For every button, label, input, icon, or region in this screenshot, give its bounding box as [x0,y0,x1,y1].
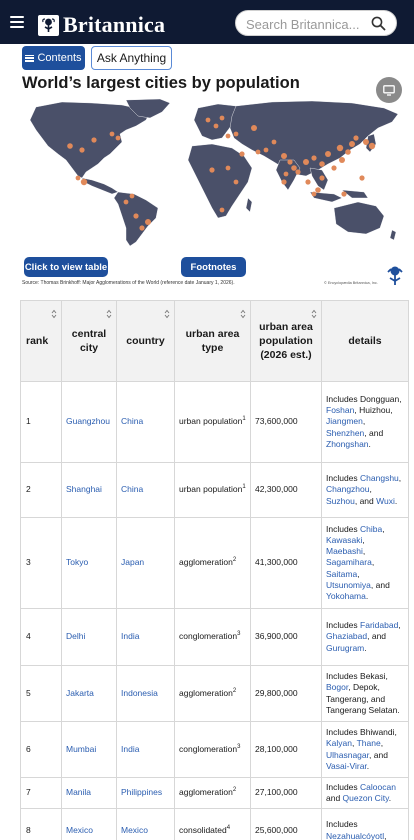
cell-city [62,666,117,722]
map-copyright: © Encyclopædia Britannica, Inc. [324,281,378,285]
monitor-icon [383,85,395,96]
city-link[interactable]: Mumbai [66,743,97,754]
city-dot [226,134,231,139]
country-link[interactable]: Indonesia [121,687,158,698]
city-dot [363,139,369,145]
detail-link[interactable]: Changshu [360,473,399,484]
column-header-details: details [322,301,409,382]
city-dot [209,167,214,172]
cell-details [322,518,409,609]
cell-country [117,666,175,722]
city-dot [220,116,225,121]
contents-button[interactable] [22,46,85,70]
detail-link[interactable]: Vasai-Virar [326,760,367,771]
map-source: Source: Thomas Brinkhoff: Major Agglomerations of the World (reference date January 1, 2026). [22,280,235,286]
country-link[interactable]: Japan [121,557,145,568]
cell-rank: 8 [21,809,62,840]
city-dot [359,175,364,180]
cell-country [117,778,175,809]
table-row [21,518,409,609]
cell-details [322,609,409,666]
city-dot [325,151,331,157]
detail-text: Includes [326,819,358,830]
detail-text: , [362,534,365,545]
type-label: consolidated [179,824,227,835]
city-dot [287,159,292,164]
world-map [22,98,408,248]
country-link[interactable]: Philippines [121,787,163,798]
column-header-urban-area-type[interactable]: urban area type [175,301,251,382]
cell-population: 36,900,000 [251,609,322,666]
city-dot [234,132,239,137]
cell-country [117,722,175,778]
detail-text: , [362,546,366,557]
detail-link[interactable]: Thane [356,738,381,749]
menu-icon[interactable] [10,16,24,28]
city-dot [281,179,286,184]
city-dot [312,192,317,197]
cell-type [175,609,251,666]
cell-type [175,463,251,518]
cell-city [62,722,117,778]
table-row [21,666,409,722]
city-dot [110,132,115,137]
city-dot [139,225,144,230]
city-dot [226,166,231,171]
detail-link[interactable]: Jiangmen [326,416,363,427]
detail-link[interactable]: Foshan [326,405,355,416]
cell-type [175,382,251,463]
footnote-ref[interactable]: 2 [232,688,237,695]
detail-text: , [357,568,360,579]
type-label: agglomeration [179,787,233,798]
detail-link[interactable]: Suzhou [326,495,355,506]
cell-city [62,778,117,809]
detail-link[interactable]: Maebashi [326,546,363,557]
city-dot [220,208,225,213]
city-dot [145,219,151,225]
cell-population: 25,600,000 [251,809,322,840]
detail-text: Includes [326,393,361,404]
city-link[interactable]: Mexico [66,824,93,835]
detail-text: , Huizhou, [354,405,393,416]
footnote-ref[interactable]: 3 [237,631,241,638]
detail-text: Includes [326,523,361,534]
cell-city [62,382,117,463]
city-dot [305,179,310,184]
cell-type [175,722,251,778]
cell-population: 42,300,000 [251,463,322,518]
detail-text: . [365,591,369,601]
column-header-population[interactable]: urban area population (2026 est.) [251,301,322,382]
cell-details [322,778,409,809]
world-map-svg [22,98,408,248]
detail-text: Includes Bekasi, [326,671,388,682]
cell-city [62,518,117,609]
detail-link[interactable]: Yokohama [326,591,366,601]
detail-text: , [369,484,372,495]
city-dot [272,140,277,145]
cell-details [322,809,409,840]
detail-text: , [362,416,366,427]
detail-link[interactable]: Wuxi [376,495,395,506]
footnote-ref[interactable]: 2 [232,787,237,794]
cell-country [117,809,175,840]
city-dot [256,150,261,155]
city-dot [67,143,73,149]
city-dot [76,176,81,181]
detail-text: and [326,793,343,803]
country-link[interactable]: Mexico [121,824,148,835]
sort-icon[interactable] [51,309,57,319]
detail-link[interactable]: Ulhasnagar [326,749,370,760]
cities-table [20,300,409,840]
sort-icon[interactable] [164,309,170,319]
detail-text: Includes [326,473,361,484]
city-link[interactable]: Guangzhou [66,416,110,427]
city-dot [319,175,324,180]
city-dot [79,147,84,152]
city-link[interactable]: Manila [66,787,92,798]
city-dot [239,151,244,156]
cell-country [117,382,175,463]
cell-details [322,722,409,778]
cell-country [117,463,175,518]
detail-text: . [364,642,367,653]
britannica-thistle-icon [384,264,406,286]
ask-anything-label: Ask Anything [96,51,167,65]
cell-rank: 7 [21,778,62,809]
country-link[interactable]: China [121,484,144,495]
detail-text: , [380,738,384,749]
city-dot [337,145,343,151]
city-link[interactable]: Delhi [66,631,86,642]
city-dot [116,136,121,141]
detail-text: , and [364,427,384,438]
cell-type [175,518,251,609]
footnote-ref[interactable]: 1 [242,416,246,423]
city-dot [281,153,287,159]
page-title: World’s largest cities by population [22,74,300,92]
city-dot [234,180,239,185]
detail-text: Includes [326,781,361,792]
detail-text: , [398,473,402,484]
city-link[interactable]: Jakarta [66,687,94,698]
city-dot [349,141,355,147]
city-dot [130,194,135,199]
cell-rank: 3 [21,518,62,609]
city-dot [291,165,297,171]
country-link[interactable]: India [121,743,140,754]
cell-rank: 2 [21,463,62,518]
detail-link[interactable]: Sagamihara [326,557,372,568]
table-row [21,809,409,840]
detail-text: , [399,393,402,404]
cell-rank: 1 [21,382,62,463]
contents-label: Contents [37,52,82,64]
site-header [0,0,414,44]
detail-text: Includes Bhiwandi, [326,727,397,738]
cell-rank: 4 [21,609,62,666]
city-dot [341,191,346,196]
type-label: agglomeration [179,557,233,568]
detail-link[interactable]: Kalyan [326,738,352,749]
city-dot [284,172,289,177]
column-header-rank[interactable]: rank [21,301,62,382]
city-dot [124,200,129,205]
city-link[interactable]: Tokyo [66,557,89,568]
detail-link[interactable]: Faridabad [360,620,399,631]
cell-country [117,518,175,609]
city-dot [251,125,257,131]
cell-type [175,809,251,840]
detail-text: , [382,523,385,534]
cell-population: 29,800,000 [251,666,322,722]
sort-icon[interactable] [311,309,317,319]
britannica-logo[interactable] [38,12,165,38]
city-dot [295,169,300,174]
detail-text: . [388,793,392,803]
city-dot [133,213,138,218]
sort-icon[interactable] [240,309,246,319]
list-icon [25,55,34,62]
city-dot [214,124,219,129]
detail-link[interactable]: Caloocan [360,781,396,792]
footnotes-button[interactable]: Footnotes [181,257,246,277]
type-label: conglomeration [179,743,238,754]
detail-link[interactable]: Chiba [360,523,383,534]
city-dot [206,118,211,123]
detail-link[interactable]: Zhongshan [326,438,369,449]
footnote-ref[interactable]: 3 [237,744,241,751]
footnote-ref[interactable]: 4 [226,825,231,832]
detail-text: , [384,830,387,840]
detail-text: , and [354,495,377,506]
cell-city [62,609,117,666]
detail-link[interactable]: Ghaziabad [326,631,368,642]
city-dot [369,143,375,149]
city-dot [264,148,269,153]
detail-text: , [398,620,401,631]
sort-icon[interactable] [106,309,112,319]
detail-text: . [368,438,371,449]
city-dot [319,161,325,167]
cell-population: 73,600,000 [251,382,322,463]
detail-link[interactable]: Shenzhen [326,427,365,438]
city-dot [315,187,321,193]
table-row [21,463,409,518]
country-link[interactable]: India [121,631,140,642]
detail-link[interactable]: Nezahualcóyotl [326,830,385,840]
detail-link[interactable]: Utsunomiya [326,579,371,590]
footnote-ref[interactable]: 1 [242,484,246,491]
ask-anything-button[interactable] [91,46,172,70]
table-row [21,778,409,809]
logo-text: Britannica [63,12,166,37]
city-dot [339,157,345,163]
detail-text: . [394,495,398,506]
type-label: conglomeration [179,631,238,642]
cell-rank: 5 [21,666,62,722]
detail-link[interactable]: Bogor [326,682,349,693]
table-row [21,382,409,463]
cell-population: 41,300,000 [251,518,322,609]
type-label: urban population [179,416,243,427]
detail-text: Dongguan [360,393,400,404]
type-label: agglomeration [179,687,233,698]
search-icon[interactable] [371,16,386,31]
city-dot [81,179,87,185]
footnote-ref[interactable]: 2 [232,557,237,564]
city-dot [345,149,351,155]
cell-country [117,609,175,666]
detail-text: Includes [326,620,361,631]
detail-link[interactable]: Quezon City [342,793,389,803]
view-table-button[interactable]: Click to view table [24,257,108,277]
city-dot [91,137,96,142]
cell-details [322,382,409,463]
country-link[interactable]: China [121,416,144,427]
detail-link[interactable]: Changzhou [326,484,370,495]
city-dot [311,155,316,160]
detail-text: , and [367,631,387,642]
cell-type [175,778,251,809]
table-row [21,722,409,778]
detail-link[interactable]: Saitama [326,568,358,579]
detail-text: , and [369,749,388,760]
column-header-central-city[interactable]: central city [62,301,117,382]
search-box[interactable] [235,10,397,36]
detail-link[interactable]: Kawasaki [326,534,363,545]
cell-city [62,809,117,840]
detail-text: , and [370,579,390,590]
cell-rank: 6 [21,722,62,778]
detail-text: . [366,760,370,771]
type-label: urban population [179,484,243,495]
city-dot [303,159,309,165]
column-header-country[interactable]: country [117,301,175,382]
city-link[interactable]: Shanghai [66,484,102,495]
table-row [21,609,409,666]
cell-details [322,666,409,722]
city-dot [331,165,336,170]
cell-type [175,666,251,722]
cell-details [322,463,409,518]
detail-link[interactable]: Gurugram [326,642,365,653]
search-input[interactable] [246,15,366,33]
cell-population: 27,100,000 [251,778,322,809]
map-land [30,99,398,246]
cell-city [62,463,117,518]
detail-text: , [352,738,357,749]
table-header-row [21,301,409,382]
cell-population: 28,100,000 [251,722,322,778]
detail-text: , Depok, Tangerang, and Tangerang Selatan. [326,682,400,715]
thistle-logo-icon [38,15,59,36]
detail-text: , [371,557,375,568]
city-dot [353,135,358,140]
